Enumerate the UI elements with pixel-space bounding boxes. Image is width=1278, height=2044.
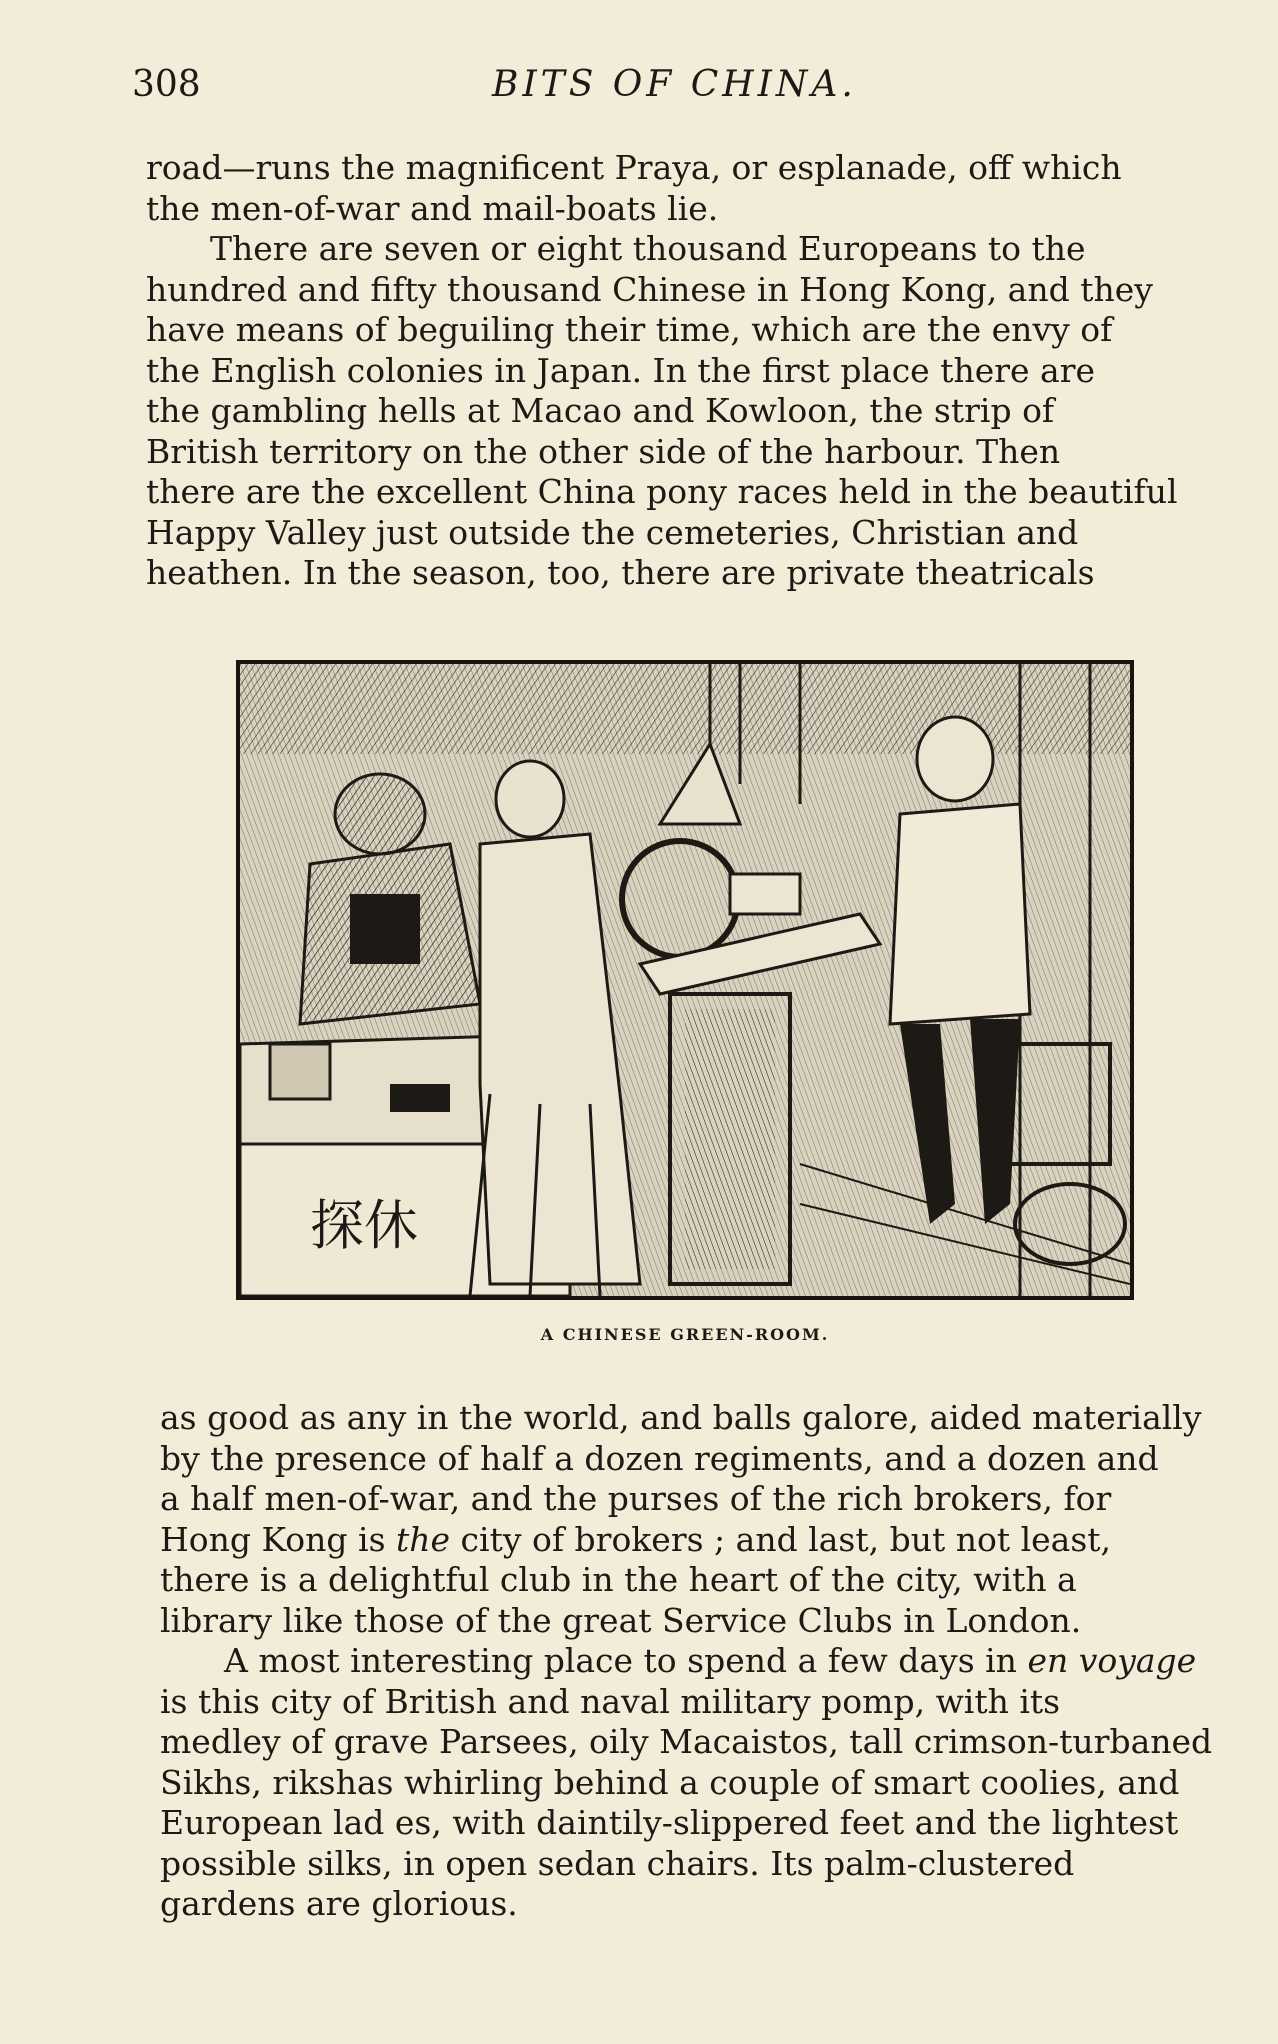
text-line: the men-of-war and mail-boats lie.	[146, 188, 719, 228]
italic-word: the	[396, 1519, 451, 1559]
engraving-illustration	[240, 664, 1130, 1296]
text-line: British territory on the other side of the harbour. Then	[146, 431, 1061, 471]
text-line: have means of beguiling their time, which are the envy of	[146, 310, 1113, 349]
text-line: hundred and fifty thousand Chinese in Hong Kong, and they	[146, 269, 1153, 309]
page-header	[132, 64, 1212, 114]
text-line: possible silks, in open sedan chairs. Its palm-clustered	[160, 1843, 1075, 1883]
text-line: as good as any in the world, and balls galore, aided materially	[160, 1398, 1202, 1437]
italic-phrase: en voyage	[1027, 1641, 1197, 1680]
text-segment: A most interesting place to spend a few days in	[224, 1641, 1028, 1680]
text-line: the English colonies in Japan. In the first place there are	[146, 350, 1096, 390]
text-segment: city of brokers ; and last, but not least,	[450, 1519, 1112, 1559]
text-line	[160, 1520, 1224, 1561]
text-line: Happy Valley just outside the cemeteries, Christian and	[146, 512, 1079, 552]
text-line: there is a delightful club in the heart of the city, with a	[160, 1560, 1077, 1599]
text-line: by the presence of half a dozen regiments, and a dozen and	[160, 1438, 1159, 1478]
text-line: road—runs the magnificent Praya, or esplanade, off which	[146, 148, 1122, 187]
body-text-top	[146, 148, 1212, 594]
text-line: Sikhs, rikshas whirling behind a couple of smart coolies, and	[160, 1762, 1180, 1802]
text-line: medley of grave Parsees, oily Macaistos, tall crimson-turbaned	[160, 1722, 1213, 1761]
text-line: the gambling hells at Macao and Kowloon, the strip of	[146, 391, 1055, 430]
sign-characters: 探休	[310, 1194, 418, 1257]
text-line: European lad es, with daintily-slippered feet and the lightest	[160, 1803, 1179, 1842]
text-line: There are seven or eight thousand Europeans to the	[210, 229, 1086, 268]
running-head: BITS OF CHINA.	[492, 64, 857, 105]
figure-caption: A CHINESE GREEN-ROOM.	[540, 1325, 830, 1344]
text-line: library like those of the great Service Clubs in London.	[160, 1600, 1082, 1640]
text-line: a half men-of-war, and the purses of the rich brokers, for	[160, 1479, 1112, 1518]
text-line: gardens are glorious.	[160, 1884, 518, 1923]
text-segment: Hong Kong is	[160, 1519, 396, 1559]
page-number: 308	[132, 64, 201, 105]
body-text-bottom	[160, 1398, 1224, 1925]
text-line: heathen. In the season, too, there are private theatricals	[146, 553, 1095, 592]
text-line: is this city of British and naval military pomp, with its	[160, 1681, 1061, 1721]
text-line: there are the excellent China pony races held in the beautiful	[146, 472, 1178, 511]
text-line	[160, 1641, 1224, 1682]
illustration-green-room	[236, 660, 1134, 1300]
